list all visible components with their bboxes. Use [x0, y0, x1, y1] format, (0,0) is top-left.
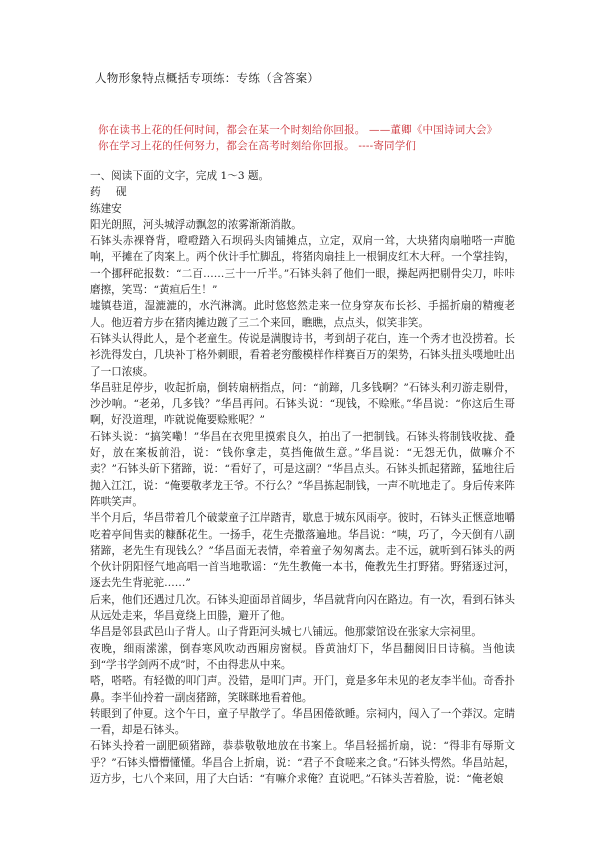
- document-body: [90, 168, 515, 787]
- paragraph: 华昌驻足停步，收起折扇，倒转扇柄指点，问：“前蹄，几多钱啊？”石钵头利刃游走剔骨，沙沙响。“老弟，几多钱？”华昌再问。石钵头说：“现钱，不赊账。”华昌说：“你这后生哥啊，好没道理，咋就说俺要赊账呢？”: [90, 381, 515, 427]
- story-title: 药 砚: [90, 186, 133, 199]
- paragraph: 阳光朗照，河头城浮动飘忽的浓雾渐渐消散。: [90, 218, 302, 231]
- paragraph: 石钵头拎着一副肥硕猪蹄，恭恭敬敬地放在书案上。华昌轻摇折扇，说：“得非有辱斯文乎？”石钵头懵懵懂懂。华昌合上折扇，说：“君子不食嗟来之食。”石钵头愕然。华昌站起，迈方步，七八个来回，用了大白话：“有嘛介求俺？直说吧。”石钵头苦着脸，说：“俺老娘: [90, 740, 515, 785]
- story-author: 练建安: [90, 202, 122, 215]
- paragraph: 夜晚，细雨潆潆，倒春寒风吹动西厢房窗棂。昏黄油灯下，华昌翻阅旧日诗稿。当他读到“学书学剑两不成”时，不由得悲从中来。: [90, 642, 515, 671]
- motto-quote-2: 你在学习上花的任何努力，都会在高考时刻给你回报。 ----寄同学们: [98, 140, 417, 152]
- paragraph: 石钵头说：“搞笑嘞！”华昌在衣兜里摸索良久，拍出了一把制钱。石钵头将制钱收拢、叠好，放在案板前沿，说：“钱你拿走，莫挡俺做生意。”华昌说：“无怨无仇，做嘛介不卖？”石钵头斫下猪蹄，说：“看好了，可是这副？”华昌点头。石钵头抓起猪蹄，猛地往后抛入江江，说：“俺要敬孝龙王爷。不行么？”华昌拣起制钱，一声不吭地走了。身后传来阵阵哄笑声。: [90, 430, 515, 508]
- paragraph: 墟镇巷道，湿漉漉的，水汽淋漓。此时悠悠然走来一位身穿灰布长衫、手摇折扇的精瘦老人。他迈着方步在猪肉摊边踱了三二个来回，瞧瞧，点点头，似笑非笑。: [90, 300, 515, 329]
- document-title: 人物形象特点概括专项练：专练（含答案）: [95, 71, 320, 85]
- paragraph: 后来，他们还遇过几次。石钵头迎面昂首阔步，华昌就背向闪在路边。有一次，看到石钵头从远处走来，华昌竟绕上田塍，避开了他。: [90, 593, 515, 623]
- motto-quote-1: 你在读书上花的任何时间，都会在某一个时刻给你回报。 ——董卿《中国诗词大会》: [98, 124, 498, 136]
- paragraph: 华昌是邻县武邑山子背人。山子背距河头城七八铺远。他那蒙馆设在张家大宗祠里。: [90, 626, 482, 639]
- section-instruction: 一、阅读下面的文字，完成 1～3 题。: [90, 170, 270, 182]
- paragraph: 嗒，嗒嗒。有轻微的叩门声。没错，是叩门声。开门，竟是多年未见的老友李半仙。奇香扑鼻。李半仙拎着一副卤猪蹄，笑眯眯地看着他。: [90, 675, 515, 704]
- paragraph: 半个月后，华昌带着几个破蒙童子江岸踏青，歇息于城东风雨亭。彼时，石钵头正惬意地嚼吃着亭间售卖的糠酥花生。一扬手，花生壳撒落遍地。华昌说：“咦，巧了，今天倒有八副猪蹄，老先生有现钱么？”华昌面无表情，牵着童子匆匆离去。走不远，就听到石钵头的两个伙计阴阳怪气地高唱一首当地歌谣：“先生教俺一本书，俺教先生打野猪。野猪逐过河，逐去先生背驼驼……”: [90, 512, 515, 590]
- paragraph: 石钵头认得此人，是个老童生。传说是满腹诗书，考到胡子花白，连一个秀才也没捞着。长衫洗得发白，几块补丁格外刺眼，看着老穷酸模样作样赛百万的架势，石钵头扭头噗地吐出了一口浓痰。: [90, 332, 515, 378]
- paragraph: 石钵头赤裸脊背，噔噔踏入石坝码头肉铺摊点，立定，双肩一耸，大块猪肉扇啪嗒一声脆响，平摊在了肉案上。两个伙计手忙脚乱，将猪肉扇挂上一根铜皮红木大秤。一个掌挂钩，一个挪秤砣报数：“二百……三十一斤半。”石钵头斜了他们一眼，操起两把剔骨尖刀，咔咔磨擦，笑骂：“黄疸后生！”: [90, 235, 515, 297]
- paragraph: 转眼到了仲夏。这个午日，童子早散学了。华昌困倦欲睡。宗祠内，闯入了一个莽汉。定睛一看，却是石钵头。: [90, 707, 515, 737]
